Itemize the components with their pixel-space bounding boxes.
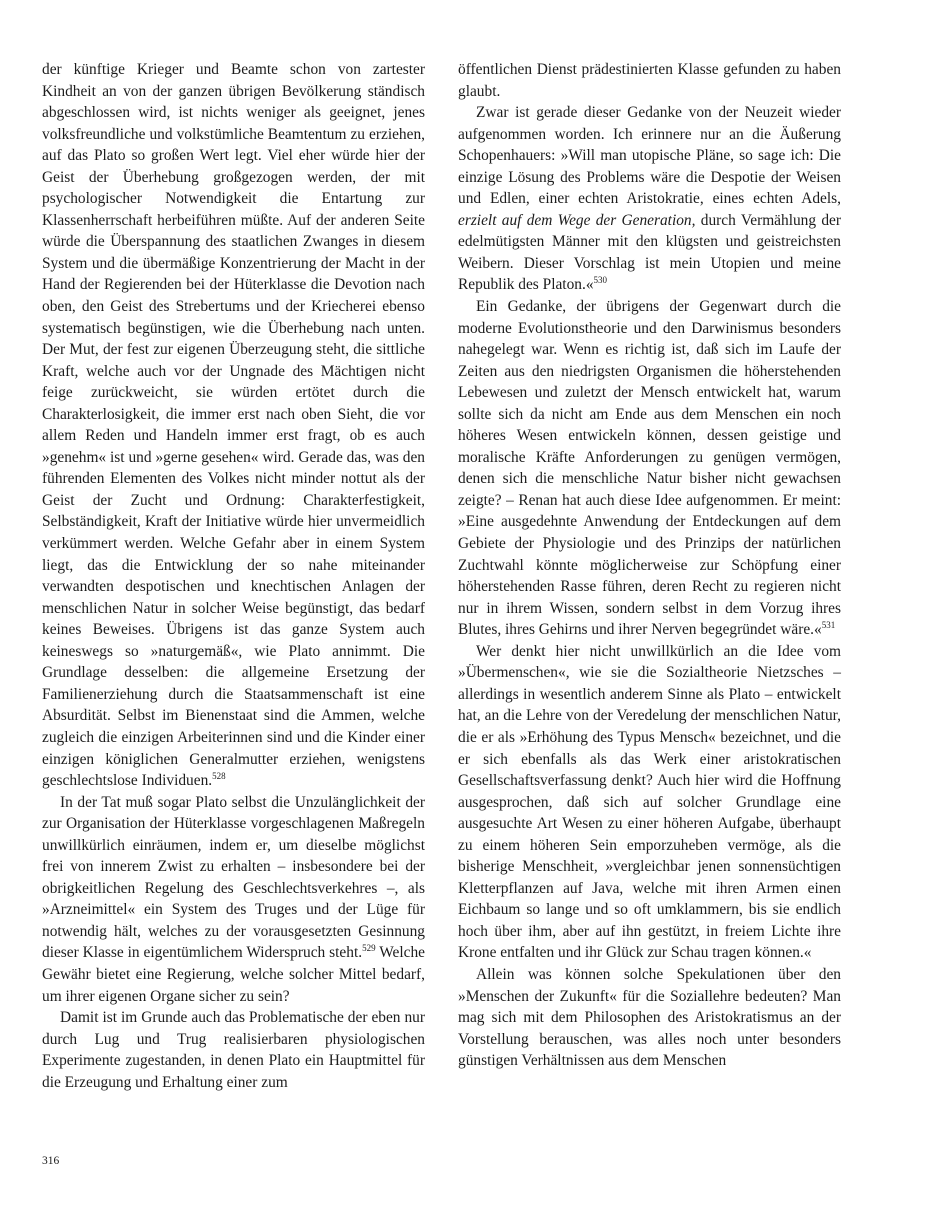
paragraph-text: öffentlichen Dienst prädestinierten Klasse gefunden zu haben glaubt. xyxy=(458,61,841,100)
page-number: 316 xyxy=(42,1155,60,1167)
paragraph xyxy=(458,59,841,102)
paragraph-text: In der Tat muß sogar Plato selbst die Unzulänglichkeit der zur Organisation der Hüterklasse vorgeschlagenen Maßregeln unwillkürlich einräumen, indem er, um dieselbe möglichst frei von innerem Zwist zu erhalten – insbesondere bei der obrigkeitlichen Regelung des Geschlechtsverkehres –, als »Arzneimittel« ein System des Truges und der Lüge für notwendig hält, welches zu der vorausgesetzten Gesinnung dieser Klasse in eigentümlichem Widerspruch steht. xyxy=(42,793,425,962)
paragraph-text: Zwar ist gerade dieser Gedanke von der Neuzeit wieder aufgenommen worden. Ich erinnere nur an die Äußerung Schopenhauers: »Will man utopische Pläne, so sage ich: Die einzige Lösung des Problems wäre die Despotie der Weisen und Edlen, einer echten Aristokratie, eines echten Adels, xyxy=(458,104,841,208)
paragraph-text: Allein was können solche Spekulationen über den »Menschen der Zukunft« für die Soziallehre bedeuten? Man mag sich mit dem Philosophen des Aristokratismus an der Vorstellung berauschen, was alles noch unter besonders günstigen Verhältnissen aus dem Menschen xyxy=(458,965,841,1070)
paragraph-text: Damit ist im Grunde auch das Problematische der eben nur durch Lug und Trug realisierbaren physiologischen Experimente zugestanden, in denen Plato ein Hauptmittel für die Erzeugung und Erhaltung einer zum xyxy=(42,1009,425,1091)
paragraph-text: Ein Gedanke, der übrigens der Gegenwart durch die moderne Evolutionstheorie und den Darwinismus besonders nahegelegt war. Wenn es richtig ist, daß sich im Laufe der Zeiten aus den niedrigsten Organismen die höherstehenden Lebewesen und zuletzt der Mensch entwickelt hat, warum sollte sich da nicht am Ende aus dem Menschen ein noch höheres Wesen entwickeln können, dessen geistige und moralische Kräfte Anforderungen zu genügen vermögen, denen sich die menschliche Natur bisher nicht gewachsen zeigte? – Renan hat auch diese Idee aufgenommen. Er meint: »Eine ausgedehnte Anwendung der Entdeckungen auf dem Gebiete der Physiologie und des Prinzips der natürlichen Zuchtwahl könnte möglicherweise zur Schöpfung einer höherstehenden Rasse führen, deren Recht zu regieren nicht nur in ihrem Wissen, sondern selbst in dem Vorzug ihres Blutes, ihres Gehirns und ihrer Nerven begegründet wäre.« xyxy=(458,298,841,639)
paragraph xyxy=(42,59,425,792)
right-column xyxy=(458,59,841,1072)
paragraph-text: Wer denkt hier nicht unwillkürlich an die Idee vom »Übermenschen«, wie sie die Sozialtheorie Nietzsches – allerdings in wesentlich anderem Sinne als Plato – entwickelt hat, an die Lehre von der Veredelung der menschlichen Natur, die er als »Erhöhung des Typus Mensch« bezeichnet, und die er sich ebenfalls als das Werk einer aristokratischen Gesellschaftsverfassung denkt? Auch hier wird die Hoffnung ausgesprochen, daß sich auf solcher Grundlage eine ausgesuchte Art Wesen zu einer höheren Aufgabe, überhaupt zu einem höheren Sein emporzuheben vermöge, als die bisherige Menschheit, »vergleichbar jenen sonnensüchtigen Kletterpflanzen auf Java, welche mit ihren Armen einen Eichbaum so lange und so oft umklammern, bis sie endlich hoch über ihm, aber auf ihn gestützt, in freiem Lichte ihre Krone entfalten und ihr Glück zur Schau tragen können.« xyxy=(458,642,841,962)
paragraph xyxy=(42,1007,425,1093)
footnote-ref: 529 xyxy=(362,943,376,954)
paragraph-text: der künftige Krieger und Beamte schon von zartester Kindheit an von der ganzen übrigen Bevölkerung ständisch abgeschlossen wird, ist nichts weniger als geeignet, jenes volksfreundliche und volkstümliche Beamtentum zu erziehen, auf das Plato so großen Wert legt. Viel eher würde hier der Geist der Überhebung großgezogen werden, der mit psychologischer Notwendigkeit die Entartung zur Klassenherrschaft herbeiführen müßte. Auf der anderen Seite würde die Überspannung des staatlichen Zwanges in diesem System und die übermäßige Konzentrierung der Macht in der Hand der Regierenden bei der Hüterklasse die Devotion nach oben, den Geist des Strebertums und der Kriecherei ebenso systematisch begünstigen, wie die Überhebung nach unten. Der Mut, der fest zur eigenen Überzeugung steht, die sittliche Kraft, welche auch vor der Ungnade des Mächtigen nicht feige zurückweicht, sie würden ertötet durch die Charakterlosigkeit, die immer erst nach oben Sieht, die vor allem Reden und Handeln immer erst fragt, ob es auch »genehm« ist und »gerne gesehen« wird. Gerade das, was den führenden Elementen des Volkes nicht minder nottut als der Geist der Zucht und Ordnung: Charakterfestigkeit, Selbständigkeit, Kraft der Initiative würde hier unvermeidlich verkümmert werden. Welche Gefahr aber in einem System liegt, das die Entwicklung der so nahe miteinander verwandten despotischen und knechtischen Anlagen der menschlichen Natur in solcher Weise begünstigt, das bedarf keines Beweises. Übrigens ist das ganze System auch keineswegs so »naturgemäß«, wie Plato annimmt. Die Grundlage desselben: die allgemeine Ersetzung der Familienerziehung durch die Staatsammenschaft ist eine Absurdität. Selbst im Bienenstaat sind die Ammen, welche zugleich die einzigen Arbeiterinnen sind und die Kinder einer einzigen königlichen Generalmutter erziehen, wenigstens geschlechtslose Individuen. xyxy=(42,61,425,790)
paragraph-text: Welche Gewähr bietet eine Regierung, welche solcher Mittel bedarf, um ihrer eigenen Organe sicher zu sein? xyxy=(42,944,425,1005)
paragraph xyxy=(458,641,841,964)
paragraph xyxy=(458,296,841,641)
left-column xyxy=(42,59,425,1093)
footnote-ref: 528 xyxy=(212,771,226,782)
footnote-ref: 530 xyxy=(593,275,608,286)
paragraph xyxy=(458,964,841,1072)
footnote-ref: 531 xyxy=(821,620,836,631)
paragraph xyxy=(42,792,425,1007)
italic-phrase: erzielt auf dem Wege der Generation, xyxy=(458,211,696,229)
paragraph xyxy=(458,102,841,296)
paragraph-text: durch Vermählung der edelmütigsten Männer mit den klügsten und geistreichsten Weibern. Dieser Vorschlag ist mein Utopien und meine Republik des Platon.« xyxy=(458,211,842,294)
